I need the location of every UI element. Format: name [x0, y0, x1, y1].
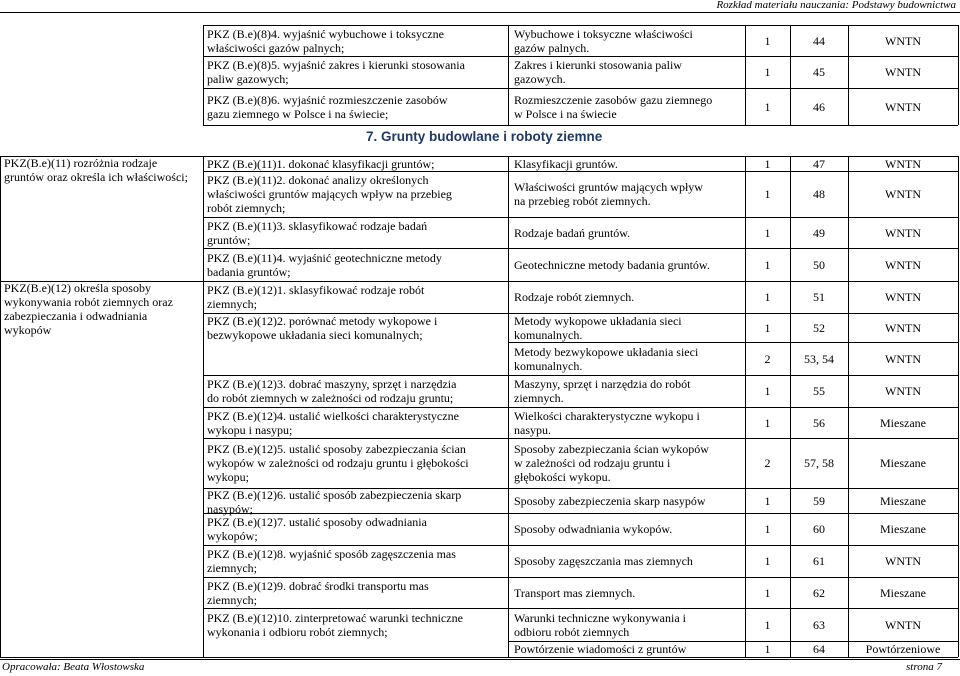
- hours-cell: 1: [764, 320, 771, 335]
- lesson-number-cell: 44: [813, 33, 825, 48]
- topic-cell: Metody bezwykopowe układania sieci komunalnych.: [514, 344, 699, 373]
- topic-cell: Właściwości gruntów mających wpływ na przebieg robót ziemnych.: [514, 180, 703, 208]
- lesson-number-cell: 53, 54: [804, 351, 834, 366]
- topic-cell: Wielkości charakterystyczne wykopu i nasypu.: [514, 408, 700, 437]
- detail-cell: PKZ (B.e)(12)10. zinterpretować warunki techniczne wykonania i odbioru robót ziemnych;: [207, 610, 463, 639]
- detail-cell: PKZ (B.e)(11)4. wyjaśnić geotechniczne metody badania gruntów;: [207, 250, 442, 279]
- detail-cell: PKZ (B.e)(11)2. dokonać analizy określonych właściwości gruntów mających wpływ na przebieg robót ziemnych;: [207, 173, 452, 215]
- lesson-number-cell: 64: [813, 642, 825, 656]
- lesson-number-cell: 49: [813, 225, 825, 240]
- table-rule: [203, 545, 958, 546]
- lesson-type-cell: Mieszane: [880, 415, 926, 430]
- topic-cell: Maszyny, sprzęt i narzędzia do robót ziemnych.: [514, 377, 691, 405]
- hours-cell: 1: [764, 642, 771, 656]
- lesson-type-cell: Mieszane: [880, 522, 926, 536]
- table-rule: [958, 25, 959, 125]
- lesson-number-cell: 59: [813, 493, 825, 508]
- topic-cell: Sposoby zabezpieczania ścian wykopów w zależności od rodzaju gruntu i głębokości wykopu.: [514, 442, 709, 484]
- topic-cell: Sposoby zabezpieczenia skarp nasypów: [514, 493, 706, 508]
- header-title: Rozkład materiału nauczania: Podstawy budownictwa: [716, 0, 956, 11]
- hours-cell: 1: [764, 257, 771, 272]
- detail-cell: PKZ (B.e)(12)5. ustalić sposoby zabezpieczania ścian wykopów w zależności od rodzaju gruntu i głębokości wykopu;: [207, 442, 469, 484]
- hours-cell: 1: [764, 554, 771, 568]
- table-rule: [203, 156, 204, 657]
- lesson-type-cell: WNTN: [885, 65, 921, 79]
- hours-cell: 1: [764, 290, 771, 304]
- lesson-type-cell: WNTN: [885, 187, 921, 201]
- table-rule: [203, 281, 958, 282]
- table-rule: [203, 608, 958, 609]
- table-rule: [203, 125, 958, 126]
- lesson-type-cell: WNTN: [885, 351, 921, 366]
- lesson-number-cell: 52: [813, 320, 825, 335]
- table-rule: [508, 25, 509, 125]
- footer-page-number: strona 7: [906, 661, 942, 673]
- topic-cell: Rodzaje robót ziemnych.: [514, 290, 635, 304]
- lesson-type-cell: WNTN: [885, 156, 921, 171]
- hours-cell: 2: [764, 351, 771, 366]
- table-rule: [203, 88, 958, 89]
- hours-cell: 1: [764, 415, 771, 430]
- table-rule: [508, 342, 958, 343]
- hours-cell: 2: [764, 456, 771, 470]
- hours-cell: 1: [764, 522, 771, 536]
- detail-cell: PKZ (B.e)(12)6. ustalić sposób zabezpieczenia skarp nasypów;: [207, 488, 462, 516]
- lesson-number-cell: 62: [813, 585, 825, 600]
- lesson-type-cell: Mieszane: [880, 456, 926, 470]
- section-title: 7. Grunty budowlane i roboty ziemne: [366, 129, 603, 144]
- hours-cell: 1: [764, 156, 771, 171]
- lesson-type-cell: WNTN: [885, 33, 921, 48]
- detail-cell: PKZ (B.e)(8)4. wyjaśnić wybuchowe i toksyczne właściwości gazów palnych;: [207, 26, 444, 55]
- lesson-number-cell: 45: [813, 65, 825, 79]
- topic-cell: Sposoby odwadniania wykopów.: [514, 522, 673, 536]
- table-rule: [508, 156, 509, 657]
- lesson-type-cell: Powtórzeniowe: [865, 642, 941, 656]
- topic-cell: Transport mas ziemnych.: [514, 585, 636, 600]
- table-rule: [203, 375, 958, 376]
- detail-cell: PKZ (B.e)(12)2. porównać metody wykopowe i bezwykopowe układania sieci komunalnych;: [207, 313, 438, 342]
- detail-cell: PKZ (B.e)(12)1. sklasyfikować rodzaje robót ziemnych;: [207, 283, 425, 311]
- topic-cell: Wybuchowe i toksyczne właściwości gazów palnych.: [514, 26, 693, 55]
- hours-cell: 1: [764, 187, 771, 201]
- detail-cell: PKZ (B.e)(8)5. wyjaśnić zakres i kierunki stosowania paliw gazowych;: [207, 58, 465, 86]
- detail-cell: PKZ (B.e)(12)3. dobrać maszyny, sprzęt i narzędzia do robót ziemnych w zależności od rodzaju gruntu;: [207, 377, 457, 405]
- detail-cell: PKZ (B.e)(12)7. ustalić sposoby odwadniania wykopów;: [207, 515, 427, 543]
- lesson-number-cell: 55: [813, 384, 825, 398]
- lesson-type-cell: Mieszane: [880, 585, 926, 600]
- detail-cell: PKZ (B.e)(12)4. ustalić wielkości charakterystyczne wykopu i nasypu;: [207, 408, 459, 437]
- learning-outcome-12: PKZ(B.e)(12) określa sposoby wykonywania robót ziemnych oraz zabezpieczania i odwadniania wykopów: [4, 281, 173, 337]
- footer-author: Opracowała: Beata Włostowska: [2, 661, 145, 673]
- learning-outcome-11: PKZ(B.e)(11) rozróżnia rodzaje gruntów oraz określa ich właściwości;: [4, 156, 188, 184]
- table-rule: [203, 438, 958, 439]
- page-header: [0, 0, 960, 13]
- hours-cell: 1: [764, 493, 771, 508]
- detail-cell: PKZ (B.e)(8)6. wyjaśnić rozmieszczenie zasobów gazu ziemnego w Polsce i na świecie;: [207, 92, 448, 121]
- lesson-number-cell: 48: [813, 187, 825, 201]
- topic-cell: Metody wykopowe układania sieci komunalnych.: [514, 313, 682, 342]
- lesson-number-cell: 50: [813, 257, 825, 272]
- table-rule: [203, 56, 958, 57]
- lesson-type-cell: WNTN: [885, 225, 921, 240]
- topic-cell: Zakres i kierunki stosowania paliw gazowych.: [514, 58, 682, 86]
- topic-cell: Klasyfikacji gruntów.: [514, 156, 618, 171]
- lesson-type-cell: WNTN: [885, 384, 921, 398]
- topic-cell: Warunki techniczne wykonywania i odbioru robót ziemnych: [514, 610, 686, 639]
- lesson-number-cell: 56: [813, 415, 825, 430]
- hours-cell: 1: [764, 617, 771, 632]
- table-rule: [203, 171, 958, 172]
- topic-cell: Sposoby zagęszczania mas ziemnych: [514, 554, 693, 568]
- hours-cell: 1: [764, 99, 771, 114]
- detail-cell: PKZ (B.e)(12)8. wyjaśnić sposób zagęszczenia mas ziemnych;: [207, 547, 456, 575]
- lesson-type-cell: WNTN: [885, 320, 921, 335]
- hours-cell: 1: [764, 225, 771, 240]
- topic-cell: Rozmieszczenie zasobów gazu ziemnego w Polsce i na świecie: [514, 92, 713, 121]
- table-rule: [958, 156, 959, 657]
- lesson-number-cell: 51: [813, 290, 825, 304]
- table-rule: [203, 25, 204, 125]
- table-rule: [203, 248, 958, 249]
- lesson-type-cell: WNTN: [885, 290, 921, 304]
- table-rule: [0, 657, 958, 658]
- detail-cell: PKZ (B.e)(11)1. dokonać klasyfikacji gruntów;: [207, 156, 435, 171]
- lesson-number-cell: 63: [813, 617, 825, 632]
- lesson-type-cell: WNTN: [885, 617, 921, 632]
- lesson-type-cell: Mieszane: [880, 493, 926, 508]
- table-rule: [0, 156, 1, 657]
- hours-cell: 1: [764, 585, 771, 600]
- topic-cell: Rodzaje badań gruntów.: [514, 225, 631, 240]
- lesson-number-cell: 60: [813, 522, 825, 536]
- hours-cell: 1: [764, 384, 771, 398]
- lesson-number-cell: 46: [813, 99, 825, 114]
- lesson-type-cell: WNTN: [885, 99, 921, 114]
- lesson-number-cell: 61: [813, 554, 825, 568]
- topic-cell: Geotechniczne metody badania gruntów.: [514, 257, 710, 272]
- hours-cell: 1: [764, 65, 771, 79]
- topic-cell: Powtórzenie wiadomości z gruntów: [514, 642, 687, 656]
- hours-cell: 1: [764, 33, 771, 48]
- detail-cell: PKZ (B.e)(11)3. sklasyfikować rodzaje badań gruntów;: [207, 218, 428, 247]
- lesson-type-cell: WNTN: [885, 554, 921, 568]
- lesson-number-cell: 57, 58: [804, 456, 834, 470]
- detail-cell: PKZ (B.e)(12)9. dobrać środki transportu mas ziemnych;: [207, 578, 429, 607]
- lesson-number-cell: 47: [813, 156, 825, 171]
- lesson-type-cell: WNTN: [885, 257, 921, 272]
- page-footer: [0, 659, 960, 674]
